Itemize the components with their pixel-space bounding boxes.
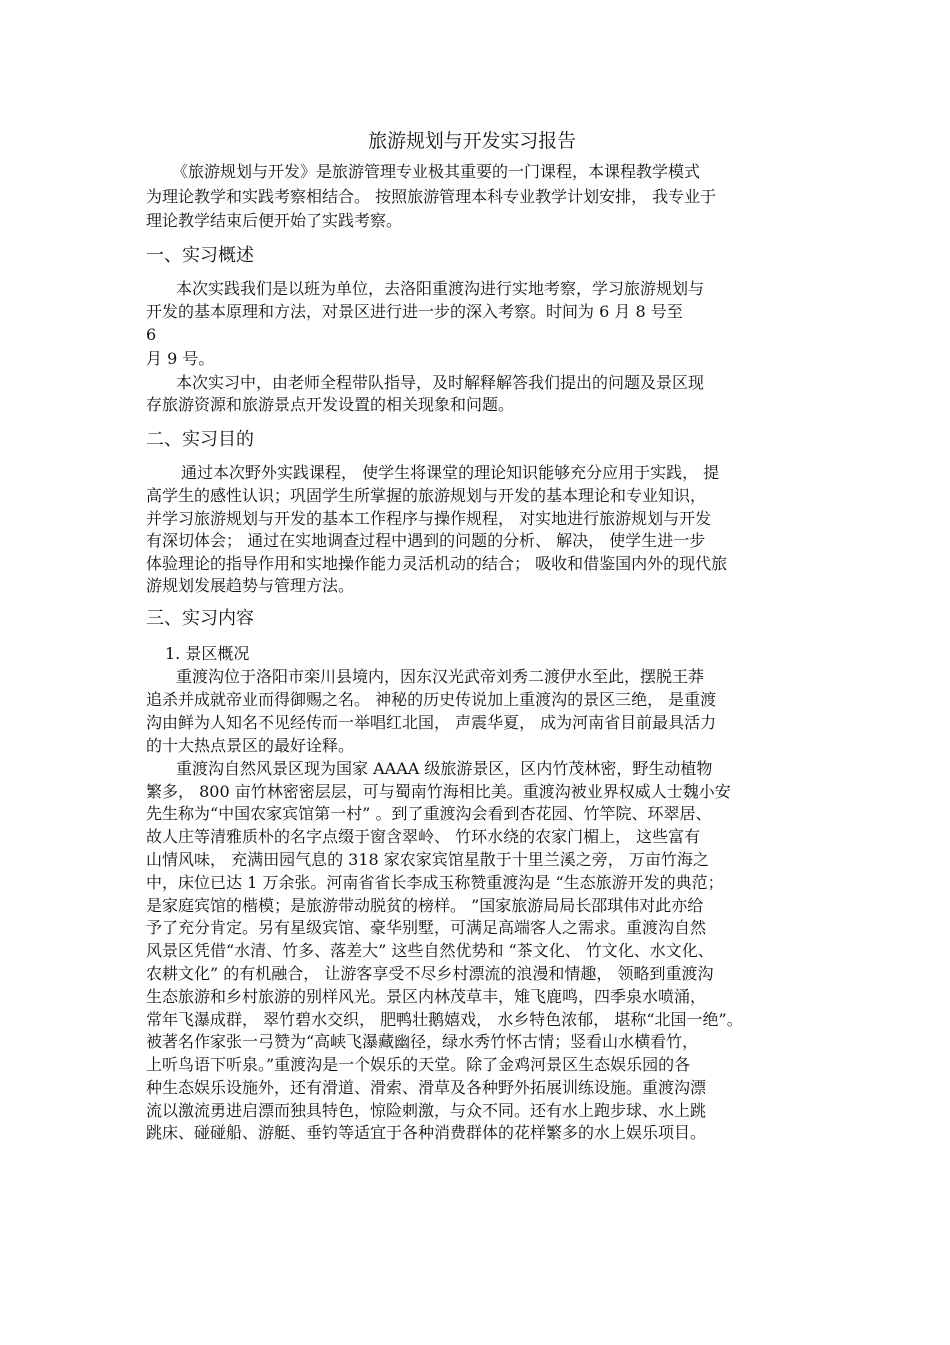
paragraph-line: 高学生的感性认识；巩固学生所掌握的旅游规划与开发的基本理论和专业知识， xyxy=(146,486,707,505)
paragraph-line: 本次实践我们是以班为单位，去洛阳重渡沟进行实地考察，学习旅游规划与 xyxy=(176,279,705,298)
paragraph-line: 予了充分肯定。另有星级宾馆、豪华别墅，可满足高端客人之需求。重渡沟自然 xyxy=(146,918,707,937)
paragraph-line: 故人庄等清雅质朴的名字点缀于窗含翠岭、 竹环水绕的农家门楣上， 这些富有 xyxy=(146,827,701,846)
paragraph-line: 的十大热点景区的最好诠释。 xyxy=(146,736,355,755)
paragraph-line: 生态旅游和乡村旅游的别样风光。景区内林茂草丰，雉飞鹿鸣，四季泉水喷涌， xyxy=(146,987,707,1006)
section-heading-content: 三、实习内容 xyxy=(146,608,254,629)
intro-line: 《旅游规划与开发》是旅游管理专业极其重要的一门课程，本课程教学模式 xyxy=(172,162,701,181)
paragraph-line: 月 9 号。 xyxy=(146,349,215,368)
subheading-scenic-overview: 1. 景区概况 xyxy=(165,644,250,663)
paragraph-line: 上听鸟语下听泉。”重渡沟是一个娱乐的天堂。除了金鸡河景区生态娱乐园的各 xyxy=(146,1055,691,1074)
paragraph-line: 风景区凭借“水清、竹多、落差大” 这些自然优势和 “茶文化、 竹文化、水文化、 xyxy=(146,941,714,960)
paragraph-line: 先生称为“中国农家宾馆第一村” 。到了重渡沟会看到杏花园、竹竿院、环翠居、 xyxy=(146,804,712,823)
paragraph-line: 本次实习中，由老师全程带队指导，及时解释解答我们提出的问题及景区现 xyxy=(176,373,705,392)
paragraph-line: 存旅游资源和旅游景点开发设置的相关现象和问题。 xyxy=(146,395,515,414)
paragraph-line: 6 xyxy=(146,325,157,344)
paragraph-line: 开发的基本原理和方法，对景区进行进一步的深入考察。时间为 6 月 8 号至 xyxy=(146,302,683,321)
paragraph-line: 中，床位已达 1 万余张。河南省省长李成玉称赞重渡沟是 “生态旅游开发的典范； xyxy=(146,873,724,892)
paragraph-line: 重渡沟位于洛阳市栾川县境内，因东汉光武帝刘秀二渡伊水至此，摆脱王莽 xyxy=(176,667,705,686)
paragraph-line: 繁多， 800 亩竹林密密层层，可与蜀南竹海相比美。重渡沟被业界权威人士魏小安 xyxy=(146,782,731,801)
intro-line: 为理论教学和实践考察相结合。 按照旅游管理本科专业教学计划安排， 我专业于 xyxy=(146,187,717,206)
paragraph-line: 跳床、碰碰船、游艇、垂钓等适宜于各种消费群体的花样繁多的水上娱乐项目。 xyxy=(146,1123,707,1142)
page-title: 旅游规划与开发实习报告 xyxy=(368,130,577,152)
paragraph-line: 体验理论的指导作用和实地操作能力灵活机动的结合； 吸收和借鉴国内外的现代旅 xyxy=(146,554,728,573)
intro-line: 理论教学结束后便开始了实践考察。 xyxy=(146,211,403,230)
paragraph-line: 种生态娱乐设施外，还有滑道、滑索、滑草及各种野外拓展训练设施。重渡沟漂 xyxy=(146,1078,707,1097)
paragraph-line: 沟由鲜为人知名不见经传而一举唱红北国， 声震华夏， 成为河南省目前最具活力 xyxy=(146,713,717,732)
paragraph-line: 通过本次野外实践课程， 使学生将课堂的理论知识能够充分应用于实践， 提 xyxy=(181,463,720,482)
paragraph-line: 山情风味， 充满田园气息的 318 家农家宾馆星散于十里兰溪之旁， 万亩竹海之 xyxy=(146,850,709,869)
paragraph-line: 游规划发展趋势与管理方法。 xyxy=(146,576,355,595)
paragraph-line: 有深切体会； 通过在实地调查过程中遇到的问题的分析、 解决， 使学生进一步 xyxy=(146,531,706,550)
paragraph-line: 重渡沟自然风景区现为国家 AAAA 级旅游景区，区内竹茂林密，野生动植物 xyxy=(176,759,713,778)
paragraph-line: 追杀并成就帝业而得御赐之名。 神秘的历史传说加上重渡沟的景区三绝， 是重渡 xyxy=(146,690,717,709)
paragraph-line: 农耕文化” 的有机融合， 让游客享受不尽乡村漂流的浪漫和情趣， 领略到重渡沟 xyxy=(146,964,714,983)
paragraph-line: 被著名作家张一弓赞为“高峡飞瀑藏幽径，绿水秀竹怀古情；竖看山水横看竹， xyxy=(146,1032,699,1051)
paragraph-line: 是家庭宾馆的楷模；是旅游带动脱贫的榜样。 ”国家旅游局局长邵琪伟对此亦给 xyxy=(146,896,704,915)
paragraph-line: 并学习旅游规划与开发的基本工作程序与操作规程， 对实地进行旅游规划与开发 xyxy=(146,509,712,528)
section-heading-overview: 一、实习概述 xyxy=(146,245,254,266)
section-heading-purpose: 二、实习目的 xyxy=(146,429,254,450)
paragraph-line: 流以激流勇进启漂而独具特色，惊险刺激，与众不同。还有水上跑步球、水上跳 xyxy=(146,1101,707,1120)
paragraph-line: 常年飞瀑成群， 翠竹碧水交织， 肥鸭壮鹅嬉戏， 水乡特色浓郁， 堪称“北国一绝”。 xyxy=(146,1010,743,1029)
